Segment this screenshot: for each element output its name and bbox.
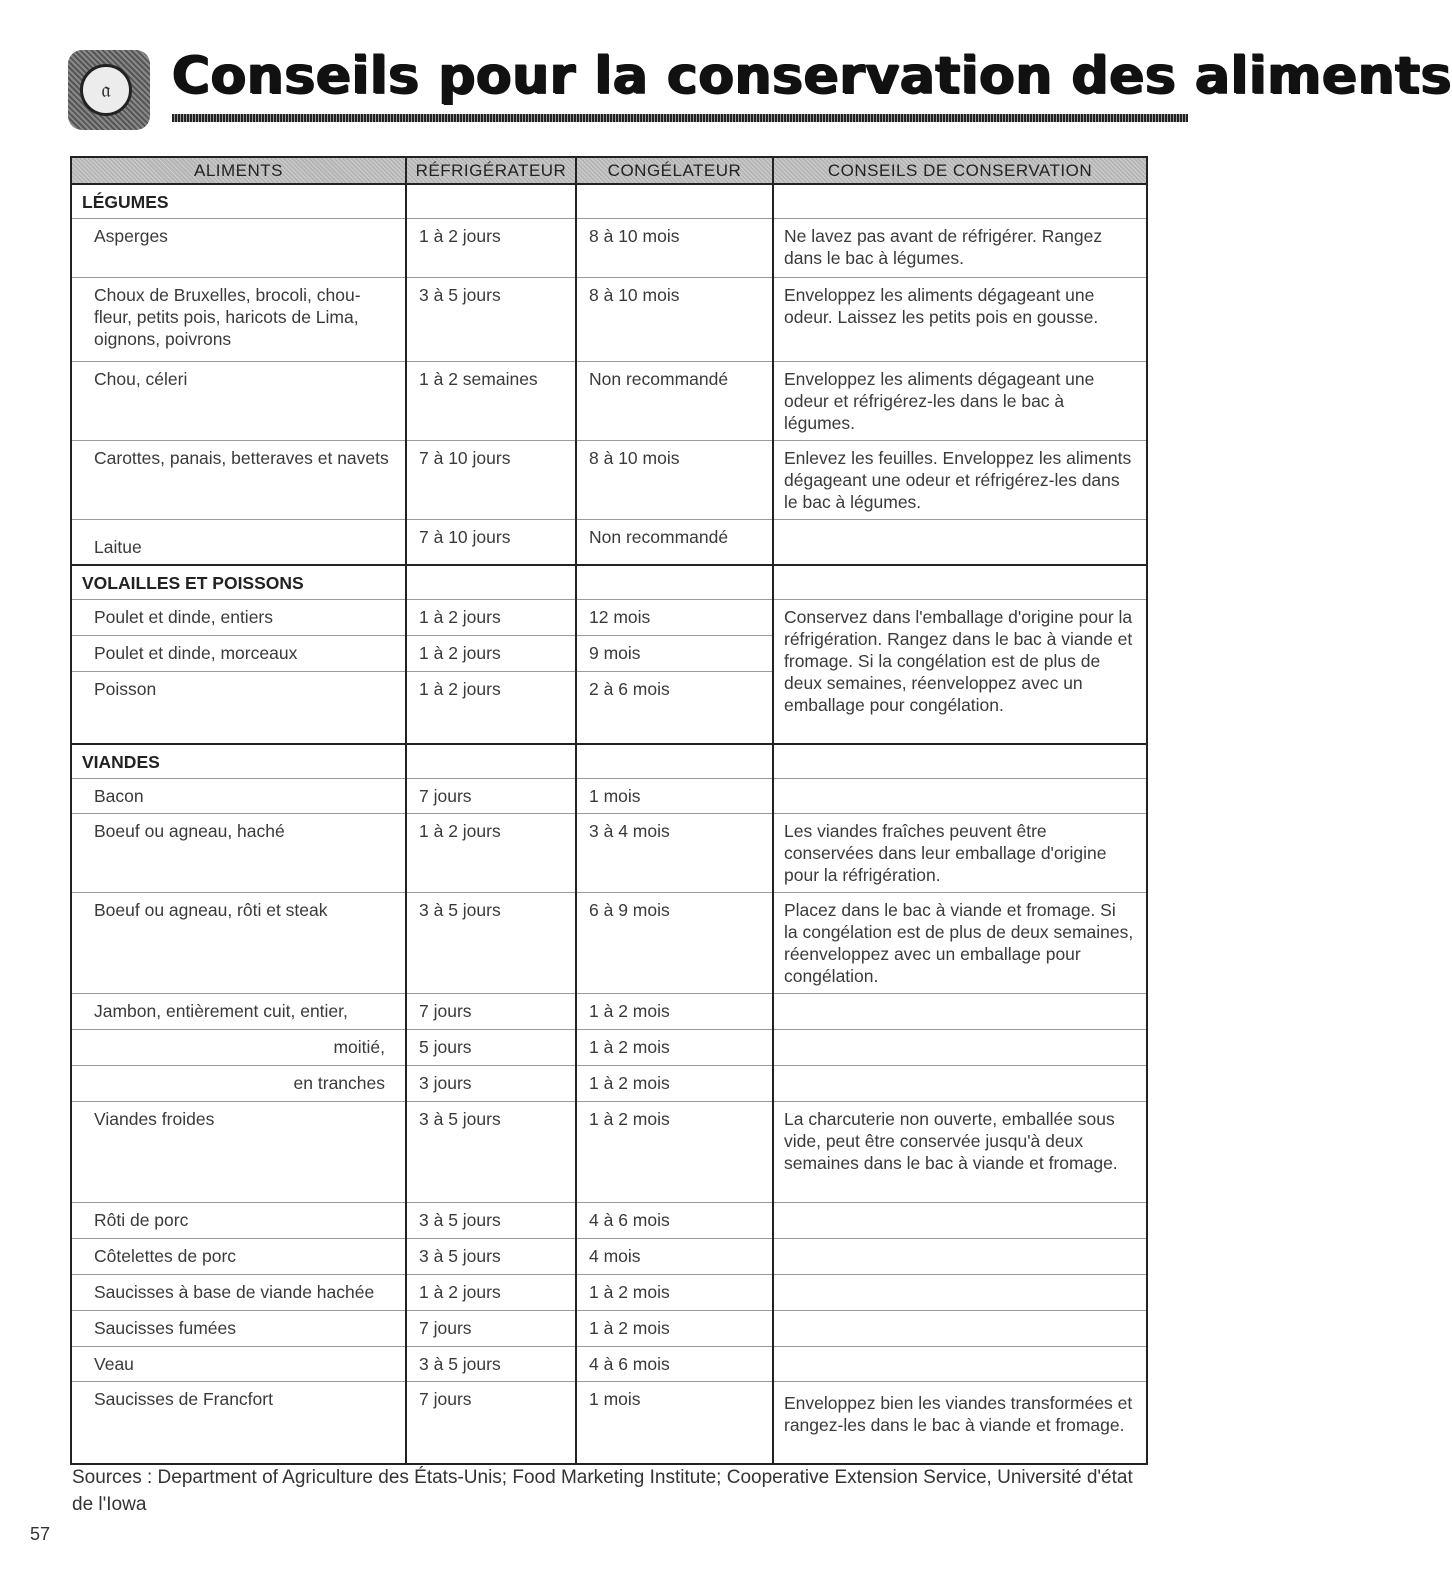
fridge-duration: 3 à 5 jours [406,277,576,361]
freezer-duration: 2 à 6 mois [576,672,773,744]
food-name: Bacon [71,779,406,814]
page-number: 57 [30,1524,51,1544]
freezer-duration: 1 à 2 mois [576,1275,773,1311]
fridge-duration: 3 à 5 jours [406,1239,576,1275]
freezer-duration: 4 mois [576,1239,773,1275]
fridge-duration: 1 à 2 jours [406,218,576,277]
food-name: Poulet et dinde, morceaux [71,636,406,672]
column-header-aliments: ALIMENTS [71,157,406,184]
storage-tip: Placez dans le bac à viande et fromage. Si la congélation est de plus de deux semaines, réenveloppez avec un emballage pour congélation. [773,893,1147,994]
table-row [71,218,1147,277]
title-underline [172,114,1188,122]
freezer-duration: 4 à 6 mois [576,1347,773,1382]
freezer-duration: 8 à 10 mois [576,277,773,361]
fridge-duration: 7 à 10 jours [406,519,576,565]
storage-tip [773,1203,1147,1239]
fridge-duration: 7 jours [406,779,576,814]
food-name: Veau [71,1347,406,1382]
storage-tip [773,1030,1147,1066]
table-row [71,1311,1147,1347]
fridge-duration: 1 à 2 jours [406,636,576,672]
fridge-duration: 3 à 5 jours [406,893,576,994]
table-row [71,600,1147,636]
fridge-duration: 5 jours [406,1030,576,1066]
table-row [71,1382,1147,1464]
page-title: Conseils pour la conservation des aliments [172,46,1452,106]
freezer-duration: 1 à 2 mois [576,1102,773,1203]
table-row [71,1030,1147,1066]
table-row [71,1203,1147,1239]
freezer-duration: Non recommandé [576,519,773,565]
fridge-duration: 7 jours [406,994,576,1030]
storage-tip: Les viandes fraîches peuvent être conservées dans leur emballage d'origine pour la réfrigération. [773,814,1147,893]
storage-tip [773,1311,1147,1347]
storage-tip [773,1066,1147,1102]
fridge-duration: 3 à 5 jours [406,1102,576,1203]
storage-tip [773,1239,1147,1275]
storage-tip [773,1347,1147,1382]
logo-glyph: 𝔞 [80,64,132,116]
food-name: Saucisses fumées [71,1311,406,1347]
food-name: Côtelettes de porc [71,1239,406,1275]
table-row [71,994,1147,1030]
fridge-duration: 1 à 2 jours [406,672,576,744]
freezer-duration: 3 à 4 mois [576,814,773,893]
table-row [71,519,1147,565]
fridge-duration: 1 à 2 jours [406,1275,576,1311]
food-name: en tranches [71,1066,406,1102]
food-name: Saucisses à base de viande hachée [71,1275,406,1311]
food-name: Saucisses de Francfort [71,1382,406,1464]
food-storage-table [70,156,1148,1465]
food-name: Laitue [71,519,406,565]
sources-note: Sources : Department of Agriculture des États-Unis; Food Marketing Institute; Cooperative Extension Service, Université d'état de l'Iowa [72,1467,1133,1515]
storage-tip: Ne lavez pas avant de réfrigérer. Rangez dans le bac à légumes. [773,218,1147,277]
food-name: Viandes froides [71,1102,406,1203]
table-header-row [71,157,1147,184]
food-name: moitié, [71,1030,406,1066]
freezer-duration: 1 à 2 mois [576,1066,773,1102]
section-title: VOLAILLES ET POISSONS [71,565,406,600]
storage-tip [773,519,1147,565]
fridge-duration: 3 à 5 jours [406,1347,576,1382]
table-row [71,1066,1147,1102]
fridge-duration: 7 à 10 jours [406,440,576,519]
fridge-duration: 7 jours [406,1382,576,1464]
food-name: Jambon, entièrement cuit, entier, [71,994,406,1030]
storage-tip [773,994,1147,1030]
food-name: Carottes, panais, betteraves et navets [71,440,406,519]
section-row-volailles [71,565,1147,600]
table-row [71,440,1147,519]
column-header-congelateur: CONGÉLATEUR [576,157,773,184]
food-name: Boeuf ou agneau, haché [71,814,406,893]
food-name: Choux de Bruxelles, brocoli, chou-fleur, petits pois, haricots de Lima, oignons, poivrons [71,277,406,361]
section-row-legumes [71,184,1147,218]
freezer-duration: 12 mois [576,600,773,636]
fridge-duration: 3 jours [406,1066,576,1102]
freezer-duration: 6 à 9 mois [576,893,773,994]
column-header-refrigerateur: RÉFRIGÉRATEUR [406,157,576,184]
storage-tip: Enveloppez les aliments dégageant une odeur. Laissez les petits pois en gousse. [773,277,1147,361]
food-name: Rôti de porc [71,1203,406,1239]
fridge-duration: 1 à 2 jours [406,600,576,636]
table-row [71,779,1147,814]
table-row [71,1102,1147,1203]
food-name: Poisson [71,672,406,744]
freezer-duration: 1 à 2 mois [576,1311,773,1347]
section-title: VIANDES [71,744,406,779]
food-name: Asperges [71,218,406,277]
table-row [71,1347,1147,1382]
section-title: LÉGUMES [71,184,406,218]
column-header-conseils: CONSEILS DE CONSERVATION [773,157,1147,184]
storage-tip [773,1275,1147,1311]
food-name: Poulet et dinde, entiers [71,600,406,636]
freezer-duration: 9 mois [576,636,773,672]
storage-tip: Enveloppez les aliments dégageant une odeur et réfrigérez-les dans le bac à légumes. [773,361,1147,440]
table-row [71,814,1147,893]
storage-tip: Enveloppez bien les viandes transformées et rangez-les dans le bac à viande et fromage. [773,1382,1147,1464]
freezer-duration: 4 à 6 mois [576,1203,773,1239]
fridge-duration: 1 à 2 jours [406,814,576,893]
table-row [71,1239,1147,1275]
table-row [71,893,1147,994]
page-header [68,42,1452,134]
table-row [71,1275,1147,1311]
freezer-duration: 1 mois [576,1382,773,1464]
fridge-duration: 3 à 5 jours [406,1203,576,1239]
freezer-duration: Non recommandé [576,361,773,440]
section-row-viandes [71,744,1147,779]
freezer-duration: 1 mois [576,779,773,814]
storage-tip [773,779,1147,814]
food-name: Boeuf ou agneau, rôti et steak [71,893,406,994]
freezer-duration: 8 à 10 mois [576,440,773,519]
fridge-duration: 1 à 2 semaines [406,361,576,440]
freezer-duration: 1 à 2 mois [576,1030,773,1066]
freezer-duration: 1 à 2 mois [576,994,773,1030]
fridge-duration: 7 jours [406,1311,576,1347]
fridge-tips-icon [68,50,150,130]
food-name: Chou, céleri [71,361,406,440]
freezer-duration: 8 à 10 mois [576,218,773,277]
storage-tip: La charcuterie non ouverte, emballée sous vide, peut être conservée jusqu'à deux semaines dans le bac à viande et fromage. [773,1102,1147,1203]
table-row [71,361,1147,440]
storage-tip: Conservez dans l'emballage d'origine pour la réfrigération. Rangez dans le bac à viande et fromage. Si la congélation est de plus de deux semaines, réenveloppez avec un emballage pour congélation. [773,600,1147,744]
storage-tip: Enlevez les feuilles. Enveloppez les aliments dégageant une odeur et réfrigérez-les dans le bac à légumes. [773,440,1147,519]
table-row [71,277,1147,361]
